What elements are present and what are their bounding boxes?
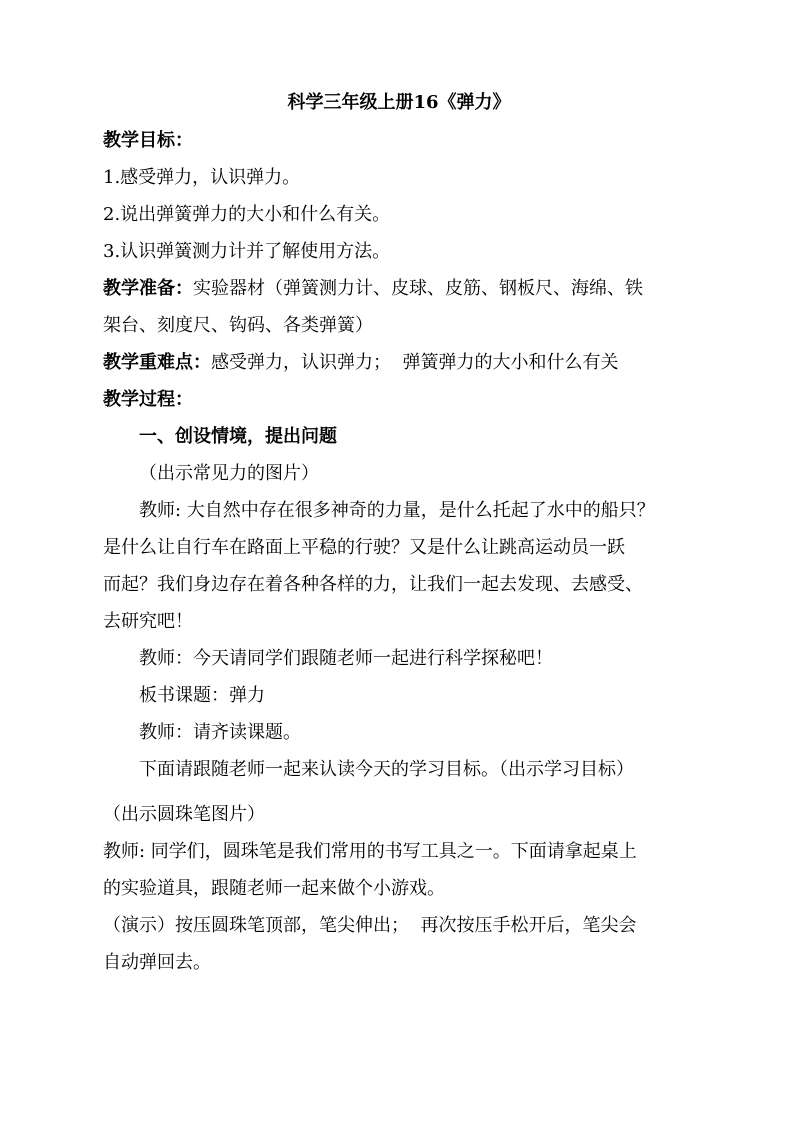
key-label: 教学重难点： xyxy=(103,352,211,373)
process-label: 教学过程： xyxy=(103,389,193,410)
goal-item-1: 1.感受弹力，认识弹力。 xyxy=(103,167,301,188)
teacher-paragraph-1-line-3: 而起？我们身边存在着各种各样的力，让我们一起去发现、去感受、 xyxy=(103,574,643,595)
teacher-paragraph-4-line-1: 教师: 同学们，圆珠笔是我们常用的书写工具之一。下面请拿起桌上 xyxy=(103,841,637,862)
goals-label: 教学目标： xyxy=(103,130,193,151)
learning-goals-paragraph: 下面请跟随老师一起来认读今天的学习目标。（出示学习目标） xyxy=(139,759,634,780)
prep-text-1: 实验器材（弹簧测力计、皮球、皮筋、钢板尺、海绵、铁 xyxy=(193,278,643,299)
show-pen-note: （出示圆珠笔图片） xyxy=(103,804,265,825)
show-pictures-note: （出示常见力的图片） xyxy=(139,463,319,484)
teacher-paragraph-1-line-2: 是什么让自行车在路面上平稳的行驶？又是什么让跳高运动员一跃 xyxy=(103,537,625,558)
teacher-paragraph-1-line-1: 教师: 大自然中存在很多神奇的力量，是什么托起了水中的船只？ xyxy=(139,500,655,521)
document-page xyxy=(103,84,695,981)
section-heading-1: 一、创设情境，提出问题 xyxy=(139,426,337,447)
key-text: 感受弹力，认识弹力； 弹簧弹力的大小和什么有关 xyxy=(211,352,619,373)
prep-line-1 xyxy=(103,270,695,307)
prep-label: 教学准备： xyxy=(103,278,193,299)
teacher-paragraph-3: 教师：请齐读课题。 xyxy=(139,722,301,743)
goal-item-2: 2.说出弹簧弹力的大小和什么有关。 xyxy=(103,204,391,225)
demo-paragraph-line-1: （演示）按压圆珠笔顶部，笔尖伸出； 再次按压手松开后，笔尖会 xyxy=(103,915,637,936)
prep-text-2: 架台、刻度尺、钩码、各类弹簧） xyxy=(103,315,373,336)
teacher-paragraph-2: 教师：今天请同学们跟随老师一起进行科学探秘吧！ xyxy=(139,648,553,669)
goal-item-3: 3.认识弹簧测力计并了解使用方法。 xyxy=(103,241,391,262)
demo-paragraph-line-2: 自动弹回去。 xyxy=(103,952,211,973)
teacher-paragraph-4-line-2: 的实验道具，跟随老师一起来做个小游戏。 xyxy=(103,878,445,899)
document-title: 科学三年级上册16《弹力》 xyxy=(287,92,511,113)
teacher-paragraph-1-line-4: 去研究吧！ xyxy=(103,611,193,632)
board-title: 板书课题：弹力 xyxy=(139,685,265,706)
key-points xyxy=(103,344,695,381)
